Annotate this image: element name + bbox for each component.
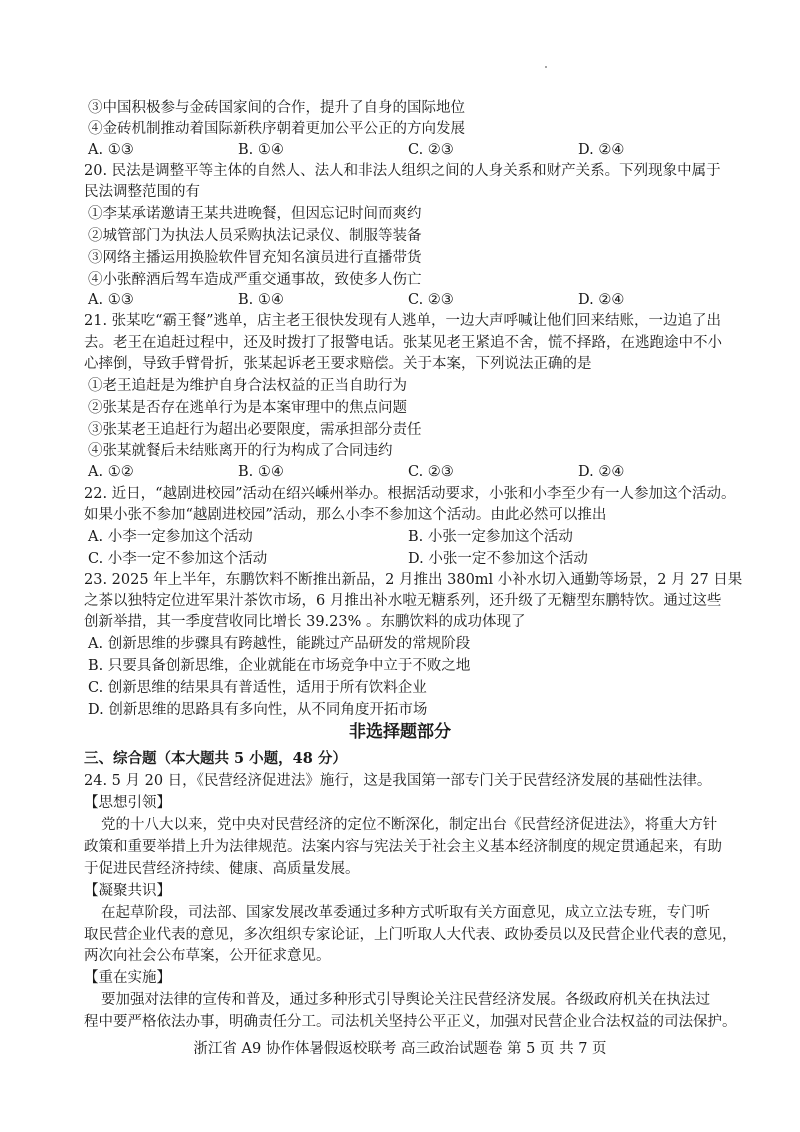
q24-block2-line-3: 两次向社会公布草案，公开征求意见。 [84, 948, 331, 964]
q23-option-d: D. 创新思维的思路具有多向性，从不同角度开拓市场 [88, 702, 428, 718]
q19-option-b: B. ①④ [238, 142, 284, 158]
q20-item-4: ④小张醉酒后驾车造成严重交通事故，致使多人伤亡 [88, 272, 422, 288]
q23-option-a: A. 创新思维的步骤具有跨越性，能跳过产品研发的常规阶段 [88, 636, 471, 652]
q21-option-c: C. ②③ [408, 464, 454, 480]
q20-option-d: D. ②④ [578, 292, 625, 308]
q24-block1-line-1: 党的十八大以来，党中央对民营经济的定位不断深化，制定出台《民营经济促进法》，将重大方针 [101, 817, 718, 833]
q20-option-c: C. ②③ [408, 292, 454, 308]
q19-item-4: ④金砖机制推动着国际新秩序朝着更加公平公正的方向发展 [88, 121, 465, 137]
q19-option-a: A. ①③ [88, 142, 134, 158]
q23-stem-line-1: 23. 2025 年上半年，东鹏饮料不断推出新品，2 月推出 380ml 小补水切入通勤等场景，2 月 27 日果 [84, 572, 743, 588]
q24-block2-line-1: 在起草阶段，司法部、国家发展改革委通过多种方式听取有关方面意见，成立立法专班，专门听 [101, 905, 710, 921]
q22-option-b: B. 小张一定参加这个活动 [408, 529, 573, 545]
q21-stem-line-1: 21. 张某吃“霸王餐”逃单，店主老王很快发现有人逃单，一边大声呼喊让他们回来结账，一边追了出 [84, 313, 721, 329]
section-title: 非选择题部分 [349, 722, 451, 742]
q23-stem-line-3: 创新举措，其一季度营收同比增长 39.23% 。东鹏饮料的成功体现了 [84, 614, 526, 630]
q22-option-c: C. 小李一定不参加这个活动 [88, 551, 268, 567]
q22-options-row-2 [88, 549, 728, 569]
q20-stem-line-1: 20. 民法是调整平等主体的自然人、法人和非法人组织之间的人身关系和财产关系。下列现象中属于 [84, 163, 721, 179]
q20-option-a: A. ①③ [88, 292, 134, 308]
q22-stem-line-2: 如果小张不参加“越剧进校园”活动，那么小李不参加这个活动。由此必然可以推出 [84, 507, 607, 523]
q24-block3-title: 【重在实施】 [84, 970, 171, 986]
q20-item-1: ①李某承诺邀请王某共进晚餐，但因忘记时间而爽约 [88, 206, 422, 222]
q23-stem-line-2: 之茶以独特定位进军果汁茶饮市场，6 月推出补水啦无糖系列，还升级了无糖型东鹏特饮。通过这些 [84, 593, 722, 609]
q24-stem: 24. 5 月 20 日，《民营经济促进法》施行，这是我国第一部专门关于民营经济发展的基础性法律。 [84, 773, 712, 789]
q24-block3-line-2: 程中要严格依法办事，明确责任分工。司法机关坚持公平正义，加强对民营企业合法权益的司法保护。 [84, 1014, 737, 1030]
q21-item-2: ②张某是否存在逃单行为是本案审理中的焦点问题 [88, 400, 407, 416]
q22-stem-line-1: 22. 近日，“越剧进校园”活动在绍兴嵊州举办。根据活动要求，小张和小李至少有一人参加这个活动。 [84, 486, 736, 502]
q21-item-4: ④张某就餐后未结账离开的行为构成了合同违约 [88, 443, 393, 459]
scan-speck [545, 66, 547, 68]
q24-block1-title: 【思想引领】 [84, 795, 171, 811]
q21-item-1: ①老王追赶是为维护自身合法权益的正当自助行为 [88, 378, 407, 394]
q21-stem-line-3: 心摔倒，导致手臂骨折，张某起诉老王要求赔偿。关于本案，下列说法正确的是 [84, 356, 592, 372]
q21-options [88, 462, 728, 482]
q22-option-d: D. 小张一定不参加这个活动 [408, 551, 588, 567]
q24-block2-title: 【凝聚共识】 [84, 883, 171, 899]
q22-option-a: A. 小李一定参加这个活动 [88, 529, 253, 545]
q21-item-3: ③张某老王追赶行为超出必要限度，需承担部分责任 [88, 422, 422, 438]
q23-option-b: B. 只要具备创新思维，企业就能在市场竞争中立于不败之地 [88, 658, 471, 674]
q19-option-c: C. ②③ [408, 142, 454, 158]
q24-block3-line-1: 要加强对法律的宣传和普及，通过多种形式引导舆论关注民营经济发展。各级政府机关在执法过 [101, 992, 710, 1008]
q23-option-c: C. 创新思维的结果具有普适性，适用于所有饮料企业 [88, 680, 427, 696]
q21-stem-line-2: 去。老王在追赶过程中，还及时拨打了报警电话。张某见老王紧追不舍，慌不择路，在逃跑途中不小 [84, 335, 722, 351]
part3-heading: 三、综合题（本大题共 5 小题，48 分） [84, 750, 347, 767]
q24-block1-line-3: 于促进民营经济持续、健康、高质量发展。 [84, 861, 360, 877]
q20-item-3: ③网络主播运用换脸软件冒充知名演员进行直播带货 [88, 250, 422, 266]
q21-option-d: D. ②④ [578, 464, 625, 480]
q19-options [88, 140, 728, 160]
q20-item-2: ②城管部门为执法人员采购执法记录仪、制服等装备 [88, 228, 422, 244]
q19-item-3: ③中国积极参与金砖国家间的合作，提升了自身的国际地位 [88, 100, 465, 116]
page-footer: 浙江省 A9 协作体暑假返校联考 高三政治试题卷 第 5 页 共 7 页 [193, 1041, 607, 1057]
q22-options-row-1 [88, 527, 728, 547]
q21-option-b: B. ①④ [238, 464, 284, 480]
q24-block1-line-2: 政策和重要举措上升为法律规范。法案内容与宪法关于社会主义基本经济制度的规定贯通起来，有助 [84, 839, 722, 855]
q20-options [88, 290, 728, 310]
q21-option-a: A. ①② [88, 464, 134, 480]
q20-option-b: B. ①④ [238, 292, 284, 308]
q19-option-d: D. ②④ [578, 142, 625, 158]
q20-stem-line-2: 民法调整范围的有 [84, 184, 200, 200]
q24-block2-line-2: 取民营企业代表的意见，多次组织专家论证，上门听取人大代表、政协委员以及民营企业代表的意见， [84, 927, 737, 943]
